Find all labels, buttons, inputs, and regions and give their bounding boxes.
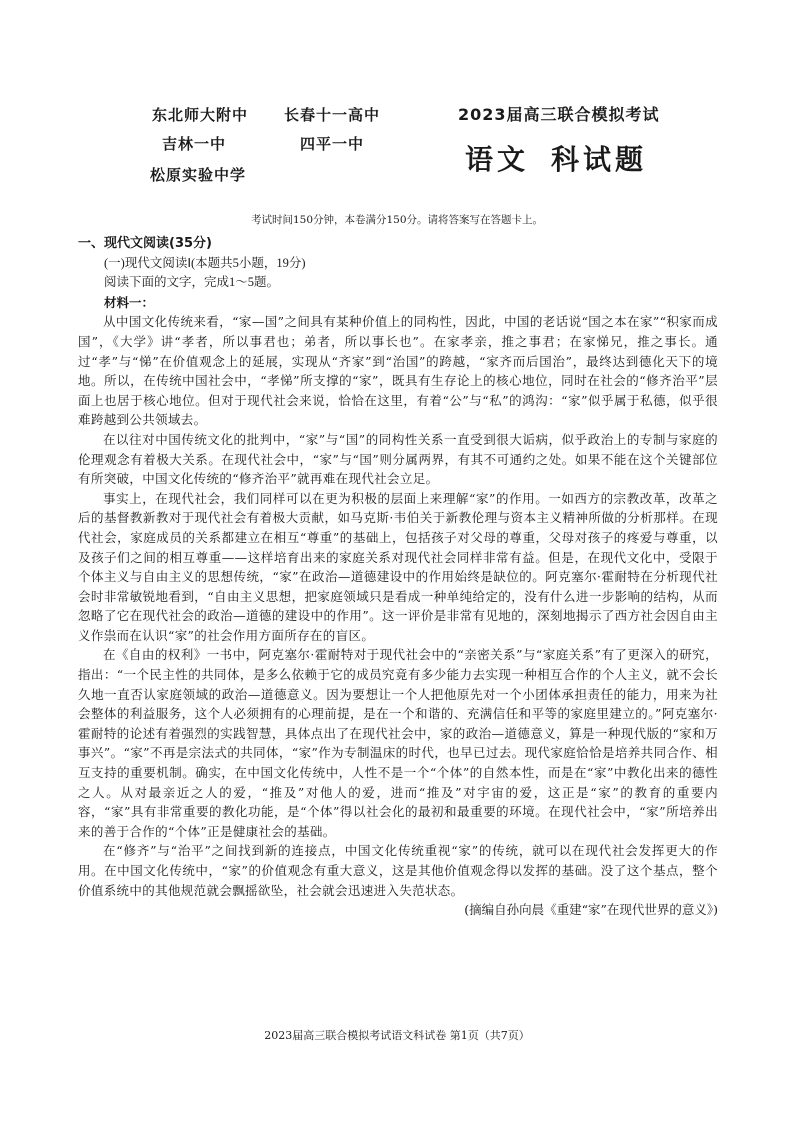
school-name-4: 四平一中 bbox=[300, 135, 365, 153]
exam-notice: 考试时间150分钟，本卷满分150分。请将答案写在答题卡上。 bbox=[250, 214, 544, 226]
school-name-2: 长春十一高中 bbox=[284, 106, 381, 124]
subject-title bbox=[465, 138, 647, 178]
school-name-3: 吉林一中 bbox=[162, 135, 227, 153]
subject-title-part1: 语文 bbox=[465, 143, 530, 176]
paragraph: 在以往对中国传统文化的批判中，“家”与“国”的同构性关系一直受到很大诟病，似乎政治上的专制与家庭的伦理观念有着极大关系。在现代社会中，“家”与“国”则分属两界，有其不可通约之处。如果不能在这个关键部位有所突破，中国文化传统的“修齐治平”就再难在现代社会立足。 bbox=[78, 431, 718, 487]
paragraph: 事实上，在现代社会，我们同样可以在更为积极的层面上来理解“家”的作用。一如西方的宗教改革，改革之后的基督教新教对于现代社会有着极大贡献，如马克斯·韦伯关于新教伦理与资本主义精神所做的分析那样。在现代社会，家庭成员的关系都建立在相互“尊重”的基础上，包括孩子对父母的尊重，父母对孩子的疼爱与尊重，以及孩子们之间的相互尊重——这样培育出来的家庭关系对现代社会同样非常有益。但是，在现代文化中，受限于个体主义与自由主义的思想传统，“家”在政治—道德建设中的作用始终是缺位的。阿克塞尔·霍耐特在分析现代社会时非常敏锐地看到，“自由主义思想，把家庭领域只是看成一种单纯给定的，没有什么进一步影响的结构，从而忽略了它在现代社会的政治—道德的建设中的作用”。这一评价是非常有见地的，深刻地揭示了西方社会因自由主义作祟而在认识“家”的社会作用方面所存在的盲区。 bbox=[78, 490, 718, 643]
source-citation: (摘编自孙向晨《重建“家”在现代世界的意义》) bbox=[464, 902, 718, 918]
paragraph: 在“修齐”与“治平”之间找到新的连接点，中国文化传统重视“家”的传统，就可以在现代社会发挥更大的作用。在中国文化传统中，“家”的价值观念有重大意义，这是其他价值观念得以发挥的基础。没了这个基点，整个价值系统中的其他规范就会飘摇欲坠，社会就会迅速进入失范状态。 bbox=[78, 843, 718, 898]
paragraph: 在《自由的权利》一书中，阿克塞尔·霍耐特对于现代社会中的“亲密关系”与“家庭关系”有了更深入的研究，指出：“一个民主性的共同体，是多么依赖于它的成员究竟有多少能力去实现一种相互合作的个人主义，就不会长久地一直否认家庭领域的政治—道德意义。因为要想让一个人把他原先对一个小团体承担责任的能力，用来为社会整体的利益服务，这个人必须拥有的心理前提，是在一个和谐的、充满信任和平等的家庭里建立的。”阿克塞尔·霍耐特的论述有着强烈的实践智慧，具体点出了在现代社会中，家的政治—道德意义，算是一种现代版的“家和万事兴”。“家”不再是宗法式的共同体，“家”作为专制温床的时代，也早已过去。现代家庭恰恰是培养共同合作、相互支持的重要机制。确实，在中国文化传统中，人性不是一个“个体”的自然本性，而是在“家”中教化出来的德性之人。从对最亲近之人的爱，“推及”对他人的爱，进而“推及”对宇宙的爱，这正是“家”的教育的重要内容，“家”具有非常重要的教化功能，是“个体”得以社会化的最初和最重要的环境。在现代社会中，“家”所培养出来的善于合作的“个体”正是健康社会的基础。 bbox=[78, 647, 718, 839]
exam-title: 2023届高三联合模拟考试 bbox=[458, 105, 660, 124]
school-name-1: 东北师大附中 bbox=[152, 106, 249, 124]
reading-instruction: 阅读下面的文字，完成1～5题。 bbox=[104, 275, 280, 290]
school-name-5: 松原实验中学 bbox=[150, 166, 247, 184]
subsection-heading: (一)现代文阅读Ⅰ(本题共5小题，19分) bbox=[104, 255, 306, 270]
material-label: 材料一： bbox=[104, 294, 155, 310]
section-heading: 一、现代文阅读(35分) bbox=[78, 236, 212, 251]
paragraph: 从中国文化传统来看，“家—国”之间具有某种价值上的同构性，因此，中国的老话说“国之本在家”“积家而成国”，《大学》讲“孝者，所以事君也；弟者，所以事长也”。在家孝亲，推之事君；在家悌兄，推之事长。通过“孝”与“悌”在价值观念上的延展，实现从“齐家”到“治国”的跨越，“家齐而后国治”，最终达到德化天下的境地。所以，在传统中国社会中，“孝悌”所支撑的“家”，既具有生存论上的核心地位，同时在社会的“修齐治平”层面上也居于核心地位。但对于现代社会来说，恰恰在这里，有着“公”与“私”的鸿沟：“家”似乎属于私德，似乎很难跨越到公共领域去。 bbox=[78, 314, 718, 428]
content-area bbox=[78, 234, 718, 920]
page-footer: 2023届高三联合模拟考试语文科试卷 第1页（共7页） bbox=[264, 1029, 530, 1042]
subject-title-part2: 科试题 bbox=[551, 143, 648, 176]
